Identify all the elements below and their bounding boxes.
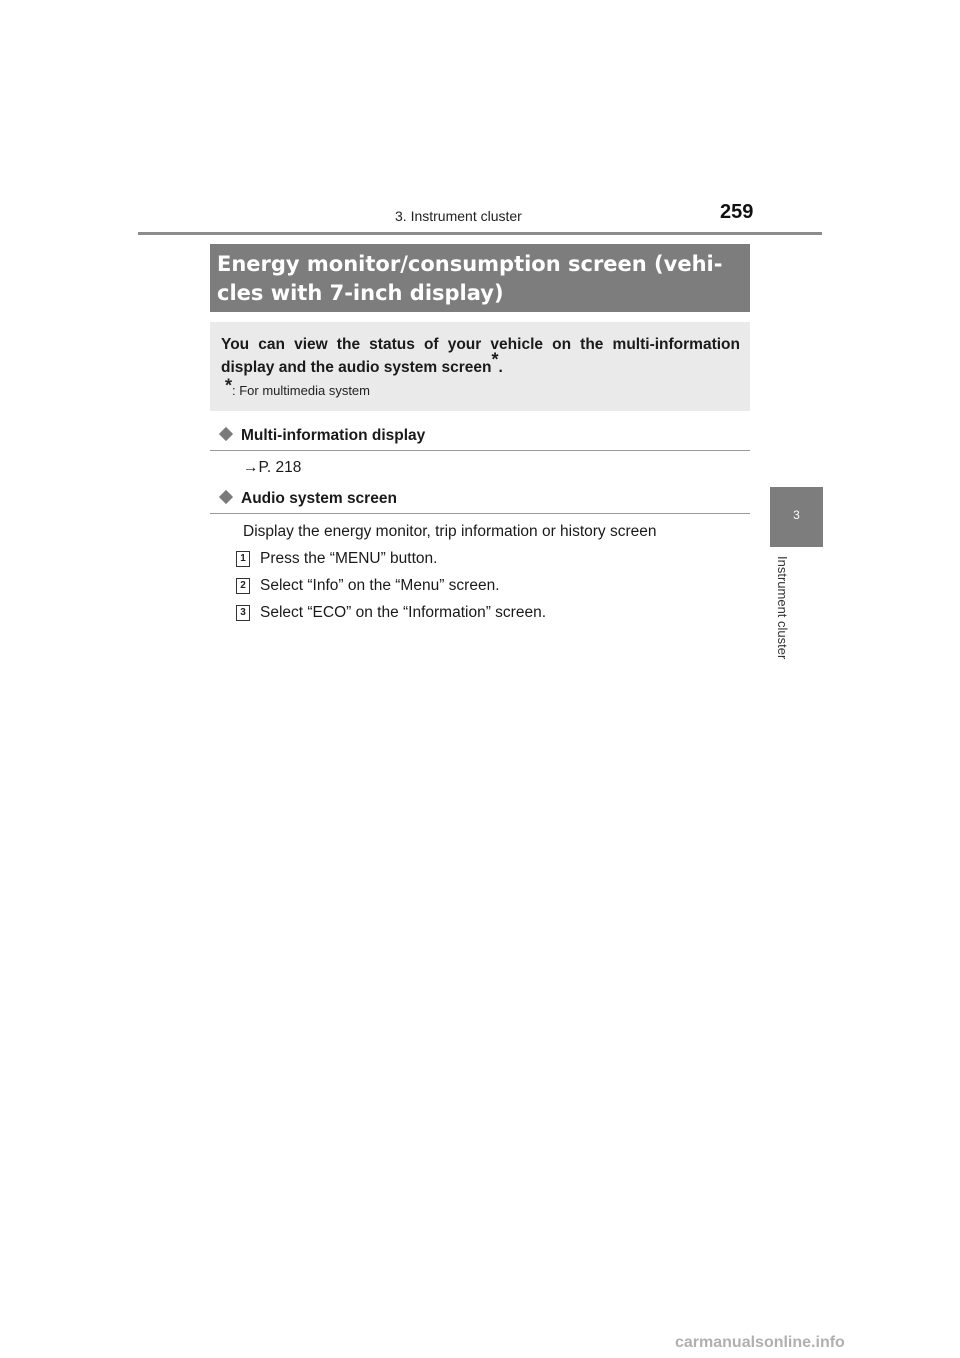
step-number-box: 2 <box>236 578 250 594</box>
header-divider <box>138 232 822 235</box>
intro-box <box>210 322 750 411</box>
diamond-bullet-icon <box>219 427 233 441</box>
audio-description: Display the energy monitor, trip information or history screen <box>243 523 657 540</box>
chapter-label: Instrument cluster <box>775 556 790 660</box>
intro-end: . <box>498 359 503 376</box>
subheading-divider <box>210 513 750 514</box>
footnote-text: : For multimedia system <box>232 383 370 398</box>
chapter-number: 3 <box>793 508 800 522</box>
step-text: Select “ECO” on the “Information” screen. <box>260 604 547 621</box>
page-number: 259 <box>720 201 754 223</box>
section-title-line2: cles with 7-inch display) <box>217 281 504 305</box>
step-number-box: 1 <box>236 551 250 567</box>
intro-text <box>221 333 740 379</box>
watermark: carmanualsonline.info <box>675 1334 845 1351</box>
subheading-text: Multi-information display <box>241 427 426 444</box>
step-text: Press the “MENU” button. <box>260 550 438 567</box>
subheading-text: Audio system screen <box>241 490 397 507</box>
intro-body: You can view the status of your vehicle on the multi-information display and the audio system screen <box>221 336 740 376</box>
diamond-bullet-icon <box>219 490 233 504</box>
chapter-tab <box>770 487 823 547</box>
footnote-star: * <box>225 375 233 396</box>
subheading-multi-information-display <box>218 427 425 445</box>
subheading-divider <box>210 450 750 451</box>
section-title-box <box>210 244 750 312</box>
reference-text: P. 218 <box>258 459 302 476</box>
subheading-audio-system-screen <box>218 490 397 508</box>
step-text: Select “Info” on the “Menu” screen. <box>260 577 500 594</box>
page-reference <box>243 459 301 477</box>
footnote <box>221 375 740 398</box>
header-section-title: 3. Instrument cluster <box>395 208 522 224</box>
step-number-box: 3 <box>236 605 250 621</box>
footnote-marker: * <box>491 349 499 370</box>
arrow-right-icon: → <box>243 459 259 476</box>
section-title-line1: Energy monitor/consumption screen (vehi- <box>217 252 723 276</box>
